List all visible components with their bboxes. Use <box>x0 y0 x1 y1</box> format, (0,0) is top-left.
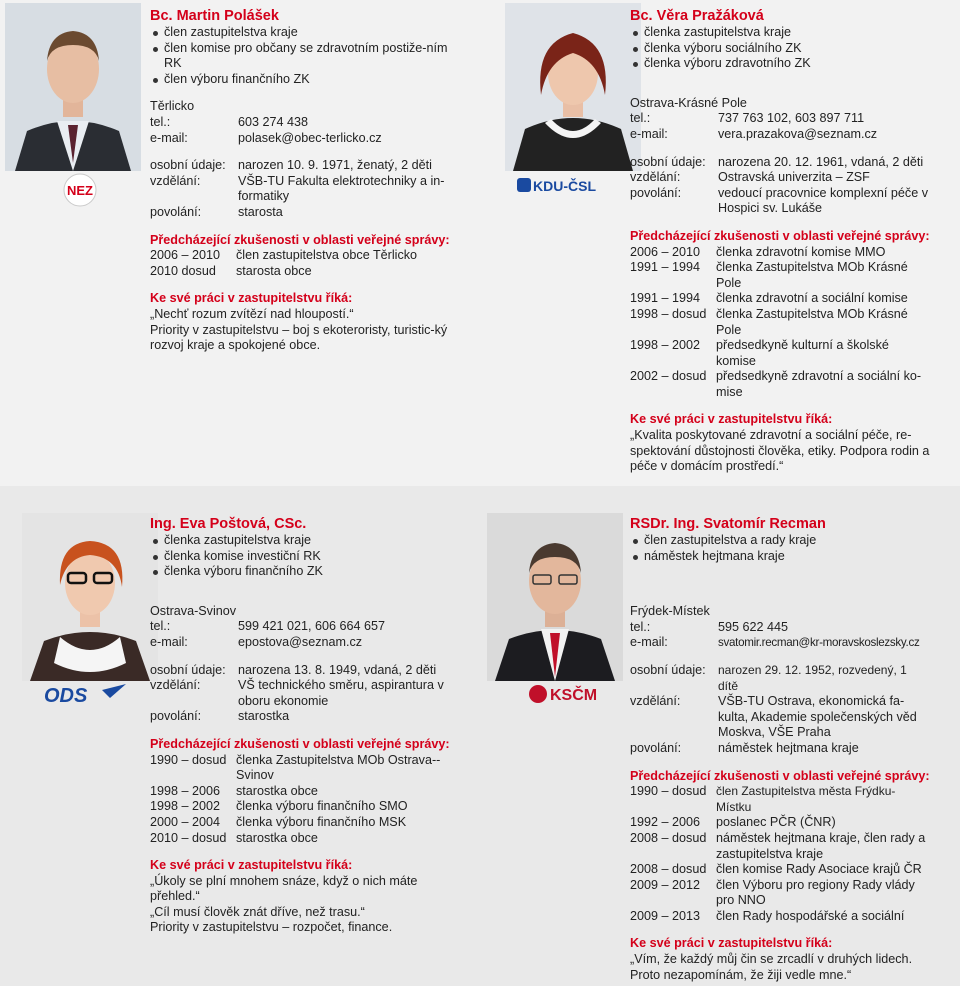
job-label: povolání: <box>150 204 202 219</box>
tel-value: 595 622 445 <box>718 619 789 634</box>
email-label: e-mail: <box>150 634 188 649</box>
exp-years: 1990 – dosud <box>150 752 227 767</box>
exp-years: 1992 – 2006 <box>630 815 701 830</box>
exp-years: 2006 – 2010 <box>150 248 221 263</box>
edu-value: VŠ technického směru, aspirantura v oboru ekonomie <box>238 678 444 708</box>
tel-value: 737 763 102, 603 897 711 <box>718 111 865 126</box>
svg-text:NEZ: NEZ <box>67 183 93 198</box>
personal-label: osobní údaje: <box>150 662 226 677</box>
party-logo-kscm <box>522 676 622 712</box>
experience-heading: Předcházející zkušenosti v oblasti veřejné správy: <box>630 228 930 243</box>
exp-text: poslanec PČR (ČNR) <box>716 815 836 830</box>
experience-heading: Předcházející zkušenosti v oblasti veřejné správy: <box>150 232 450 247</box>
roles-list <box>630 25 930 72</box>
exp-years: 1990 – dosud <box>630 784 707 799</box>
exp-text: starostka obce <box>236 783 318 798</box>
personal-label: osobní údaje: <box>630 662 706 677</box>
job-value: starostka <box>238 709 290 724</box>
personal-value: narozena 13. 8. 1949, vdaná, 2 děti <box>238 662 437 677</box>
portrait-man-icon <box>5 3 141 171</box>
candidate-name: Ing. Eva Poštová, CSc. <box>150 516 307 532</box>
role-item: náměstek hejtmana kraje <box>630 549 930 565</box>
email-label: e-mail: <box>630 635 668 650</box>
edu-value: VŠB-TU Fakulta elektrotechniky a in-formatiky <box>238 173 445 204</box>
email-link[interactable]: vera.prazakova@seznam.cz <box>718 126 878 141</box>
quote-text: „Kvalita poskytované zdravotní a sociální péče, re-spektování důstojnosti člověka, etiky. Podpora rodin a péče v domácím prostředí.“ <box>630 428 930 474</box>
personal-value: narozen 10. 9. 1971, ženatý, 2 děti <box>238 158 432 173</box>
candidate-name: RSDr. Ing. Svatomír Recman <box>630 516 826 532</box>
exp-text: členka Zastupitelstva MOb Ostrava--Svinov <box>236 752 441 783</box>
quote-text: „Vím, že každý můj čin se zrcadlí v druhých lidech. Proto nezapomínám, že žiji vedle mne.“ <box>630 952 913 982</box>
candidate-info <box>630 516 930 983</box>
exp-years: 1998 – 2006 <box>150 783 221 798</box>
role-item: členka výboru finančního ZK <box>150 564 460 580</box>
quote-text: „Úkoly se plní mnohem snáze, když o nich máte přehled.“ <box>150 873 418 904</box>
email-link[interactable]: epostova@seznam.cz <box>238 634 363 649</box>
exp-text: předsedkyně kulturní a školské komise <box>716 338 889 368</box>
tel-label: tel.: <box>150 619 171 634</box>
exp-text: členka Zastupitelstva MOb Krásné Pole <box>716 260 908 290</box>
tel-value: 599 421 021, 606 664 657 <box>238 619 386 634</box>
exp-years: 1998 – 2002 <box>150 799 221 814</box>
party-logo-nez <box>30 172 130 208</box>
exp-text: člen Výboru pro regiony Rady vlády pro NNO <box>716 877 915 908</box>
tel-value: 603 274 438 <box>238 114 309 129</box>
exp-text: starosta obce <box>236 263 312 278</box>
exp-years: 2010 dosud <box>150 263 216 278</box>
exp-text: starostka obce <box>236 830 318 845</box>
candidate-info <box>630 8 930 475</box>
exp-text: členka výboru finančního MSK <box>236 814 407 829</box>
party-logo-ods <box>40 676 140 712</box>
experience-heading: Předcházející zkušenosti v oblasti veřejné správy: <box>150 736 450 751</box>
exp-years: 2002 – dosud <box>630 369 707 384</box>
job-value: starosta <box>238 204 283 219</box>
email-label: e-mail: <box>150 130 188 145</box>
edu-label: vzdělání: <box>630 170 681 185</box>
quote-text: Priority v zastupitelstvu – rozpočet, finance. <box>150 920 393 935</box>
job-value: náměstek hejtmana kraje <box>718 740 859 755</box>
portrait-woman-icon <box>22 513 158 681</box>
exp-text: členka zdravotní komise MMO <box>716 244 886 259</box>
city: Ostrava-Svinov <box>150 603 237 618</box>
city: Frýdek-Místek <box>630 604 710 619</box>
exp-text: člen komise Rady Asociace krajů ČR <box>716 862 922 877</box>
exp-years: 2009 – 2013 <box>630 908 701 923</box>
quote-heading: Ke své práci v zastupitelstvu říká: <box>630 412 833 427</box>
exp-text: člen Zastupitelstva města Frýdku-Místku <box>716 784 896 814</box>
candidate-info <box>150 516 460 936</box>
edu-label: vzdělání: <box>150 678 201 693</box>
role-item: člen zastupitelstva kraje <box>150 25 460 41</box>
edu-label: vzdělání: <box>150 173 201 188</box>
email-label: e-mail: <box>630 126 668 141</box>
exp-years: 2006 – 2010 <box>630 244 701 259</box>
candidate-photo <box>5 3 141 171</box>
roles-list <box>150 25 460 87</box>
exp-years: 2008 – dosud <box>630 830 707 845</box>
exp-text: náměstek hejtmana kraje, člen rady a zastupitelstva kraje <box>716 830 926 861</box>
tel-label: tel.: <box>630 111 651 126</box>
email-link[interactable]: svatomir.recman@kr-moravskoslezsky.cz <box>718 636 920 650</box>
personal-value: narozen 29. 12. 1952, rozvedený, 1 dítě <box>718 662 907 693</box>
edu-value: Ostravská univerzita – ZSF <box>718 170 870 185</box>
exp-text: předsedkyně zdravotní a sociální ko-mise <box>716 369 922 399</box>
tel-label: tel.: <box>630 619 651 634</box>
exp-years: 1998 – dosud <box>630 306 707 321</box>
candidate-photo <box>505 3 641 171</box>
candidate-info <box>150 8 460 354</box>
svg-text:KDU-ČSL: KDU-ČSL <box>533 178 596 194</box>
exp-years: 1991 – 1994 <box>630 260 701 275</box>
quote-heading: Ke své práci v zastupitelstvu říká: <box>150 291 353 306</box>
candidate-name: Bc. Věra Pražáková <box>630 8 764 24</box>
role-item: členka zastupitelstva kraje <box>150 533 460 549</box>
personal-label: osobní údaje: <box>630 154 706 169</box>
svg-text:ODS: ODS <box>44 685 88 707</box>
quote-text: Priority v zastupitelstvu – boj s ekoteroristy, turistic-ký rozvoj kraje a spokojené obce. <box>150 322 448 353</box>
candidate-photo <box>22 513 158 681</box>
exp-years: 2010 – dosud <box>150 830 227 845</box>
roles-list <box>630 533 930 564</box>
quote-heading: Ke své práci v zastupitelstvu říká: <box>630 936 833 951</box>
role-item: členka výboru sociálního ZK <box>630 41 930 57</box>
job-label: povolání: <box>150 709 202 724</box>
exp-years: 2009 – 2012 <box>630 877 701 892</box>
job-value: vedoucí pracovnice komplexní péče v Hospici sv. Lukáše <box>718 185 929 216</box>
tel-label: tel.: <box>150 114 171 129</box>
edu-value: VŠB-TU Ostrava, ekonomická fa-kulta, Akademie společenských věd Moskva, VŠE Praha <box>718 694 917 740</box>
exp-text: člen Rady hospodářské a sociální <box>716 908 905 923</box>
exp-text: členka Zastupitelstva MOb Krásné Pole <box>716 306 908 337</box>
role-item: členka komise investiční RK <box>150 549 460 565</box>
quote-heading: Ke své práci v zastupitelstvu říká: <box>150 858 353 873</box>
exp-text: členka výboru finančního SMO <box>236 799 408 814</box>
personal-value: narozena 20. 12. 1961, vdaná, 2 děti <box>718 154 924 169</box>
quote-text: „Cíl musí člověk znát dříve, než trasu.“ <box>150 904 365 919</box>
city: Ostrava-Krásné Pole <box>630 95 747 110</box>
candidate-photo <box>487 513 623 681</box>
email-link[interactable]: polasek@obec-terlicko.cz <box>238 130 382 145</box>
role-item: členka výboru zdravotního ZK <box>630 56 930 72</box>
role-item: členka zastupitelstva kraje <box>630 25 930 41</box>
job-label: povolání: <box>630 740 682 755</box>
quote-text: „Nechť rozum zvítězí nad hloupostí.“ <box>150 306 354 321</box>
exp-text: členka zdravotní a sociální komise <box>716 291 908 306</box>
portrait-man-icon <box>487 513 623 681</box>
candidate-name: Bc. Martin Polášek <box>150 8 279 24</box>
city: Těrlicko <box>150 99 195 114</box>
role-item: člen zastupitelstva a rady kraje <box>630 533 930 549</box>
exp-text: člen zastupitelstva obce Těrlicko <box>236 248 418 263</box>
role-item: člen výboru finančního ZK <box>150 72 460 88</box>
exp-years: 1998 – 2002 <box>630 338 701 353</box>
exp-years: 2008 – dosud <box>630 862 707 877</box>
exp-years: 2000 – 2004 <box>150 814 221 829</box>
job-label: povolání: <box>630 185 682 200</box>
edu-label: vzdělání: <box>630 694 681 709</box>
roles-list <box>150 533 460 580</box>
exp-years: 1991 – 1994 <box>630 291 701 306</box>
experience-heading: Předcházející zkušenosti v oblasti veřejné správy: <box>630 768 930 783</box>
svg-text:KSČM: KSČM <box>550 687 598 704</box>
personal-label: osobní údaje: <box>150 158 226 173</box>
role-item: člen komise pro občany se zdravotním postiže-ním RK <box>150 41 460 72</box>
party-logo-kdu-csl <box>515 168 615 204</box>
portrait-woman-icon <box>505 3 641 171</box>
